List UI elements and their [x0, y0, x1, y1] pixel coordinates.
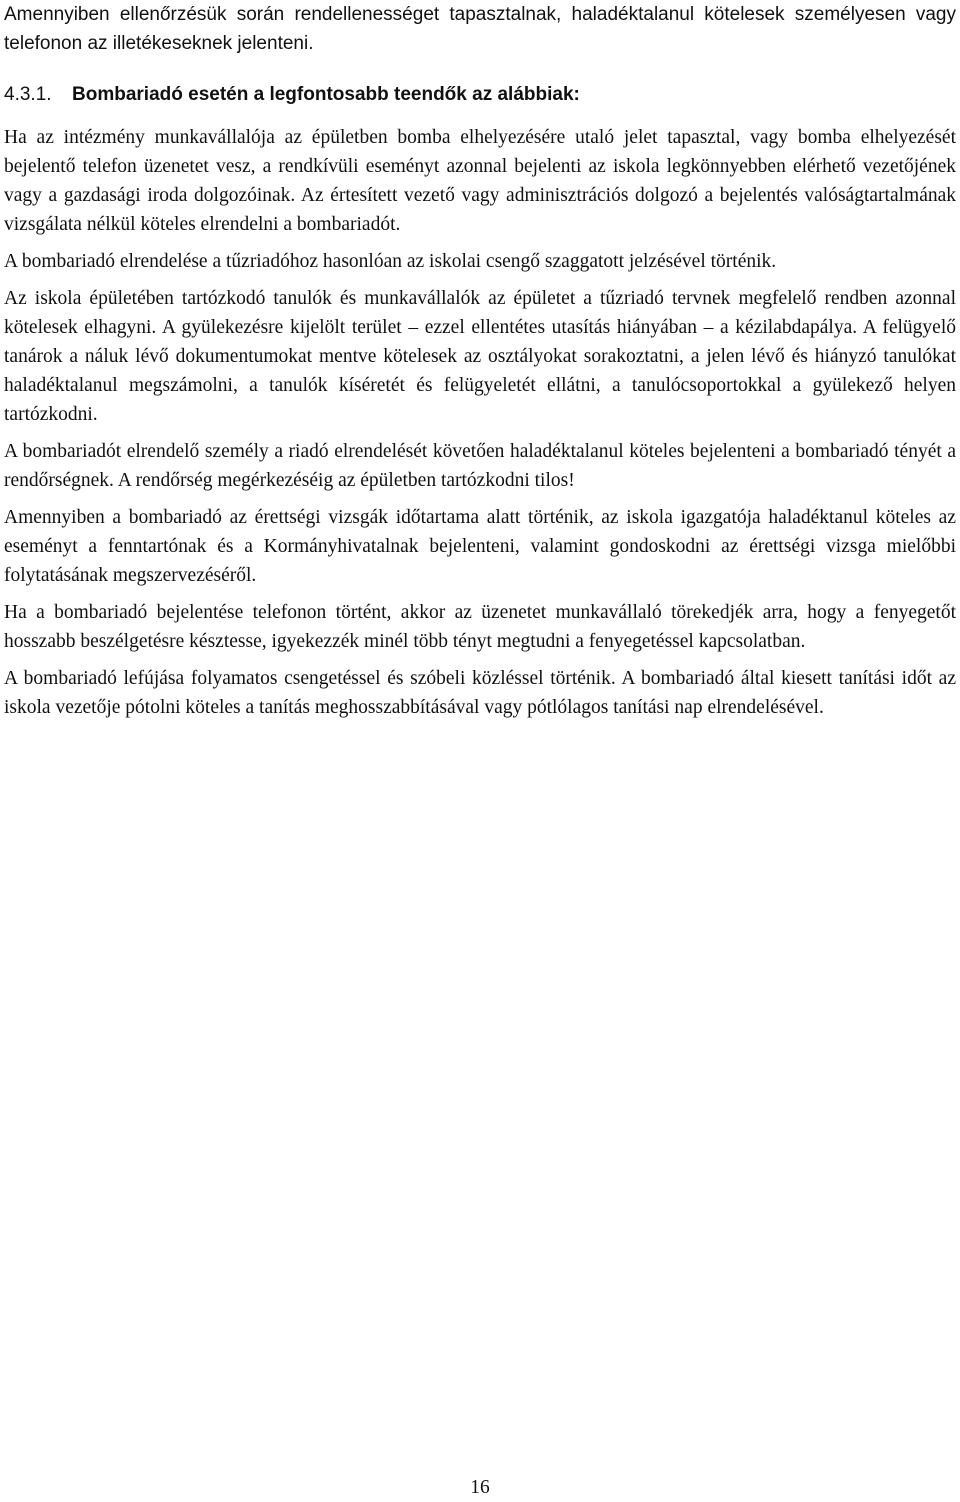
section-heading — [4, 80, 580, 109]
paragraph-alarm-end: A bombariadó lefújása folyamatos csengetéssel és szóbeli közléssel történik. A bombariadó által kiesett tanítási időt az iskola vezetője pótolni köteles a tanítás meghosszabbításával vagy pótlólagos tanítási nap elrendelésével. — [4, 668, 956, 718]
section-number: 4.3.1. — [4, 84, 52, 105]
section-body — [4, 123, 956, 730]
paragraph-bomb-report: Ha az intézmény munkavállalója az épületben bomba elhelyezésére utaló jelet tapasztal, vagy bomba elhelyezését bejelentő telefon üzenetet vesz, a rendkívüli eseményt azonnal bejelenti az iskola legkönnyebben elérhető vezetőjének vagy a gazdasági iroda dolgozóinak. Az értesített vezető vagy adminisztrációs dolgozó a bejelentés valóságtartalmának vizsgálata nélkül köteles elrendelni a bombariadót. — [4, 127, 956, 235]
paragraph-evacuation: Az iskola épületében tartózkodó tanulók és munkavállalók az épületet a tűzriadó tervnek megfelelő rendben azonnal kötelesek elhagyni. A gyülekezésre kijelölt terület – ezzel ellentétes utasítás hiányában – a kézilabdapálya. A felügyelő tanárok a náluk lévő dokumentumokat mentve kötelesek az osztályokat sorakoztatni, a jelen lévő és hiányzó tanulókat haladéktalanul megszámolni, a tanulók kíséretét és felügyeletét ellátni, a tanulócsoportokkal a gyülekező helyen tartózkodni. — [4, 288, 956, 425]
page-number: 16 — [470, 1477, 490, 1498]
paragraph-exam-period: Amennyiben a bombariadó az érettségi vizsgák időtartama alatt történik, az iskola igazgatója haladéktanul köteles az eseményt a fenntartónak és a Kormányhivatalnak bejelenteni, valamint gondoskodni az érettségi vizsga mielőbbi folytatásának megszervezéséről. — [4, 507, 956, 586]
paragraph-police-notice: A bombariadót elrendelő személy a riadó elrendelését követően haladéktalanul köteles bejelenteni a bombariadó tényét a rendőrségnek. A rendőrség megérkezéséig az épületben tartózkodni tilos! — [4, 441, 956, 491]
section-title: Bombariadó esetén a legfontosabb teendők az alábbiak: — [72, 84, 580, 105]
paragraph-alarm-signal: A bombariadó elrendelése a tűzriadóhoz hasonlóan az iskolai csengő szaggatott jelzésével történik. — [4, 251, 777, 272]
paragraph-phone-threat: Ha a bombariadó bejelentése telefonon történt, akkor az üzenetet munkavállaló törekedjék arra, hogy a fenyegetőt hosszabb beszélgetésre késztesse, igyekezzék minél több tényt megtudni a fenyegetéssel kapcsolatban. — [4, 602, 956, 652]
intro-paragraph: Amennyiben ellenőrzésük során rendellenességet tapasztalnak, haladéktalanul kötelesek személyesen vagy telefonon az illetékeseknek jelenteni. — [4, 4, 956, 54]
